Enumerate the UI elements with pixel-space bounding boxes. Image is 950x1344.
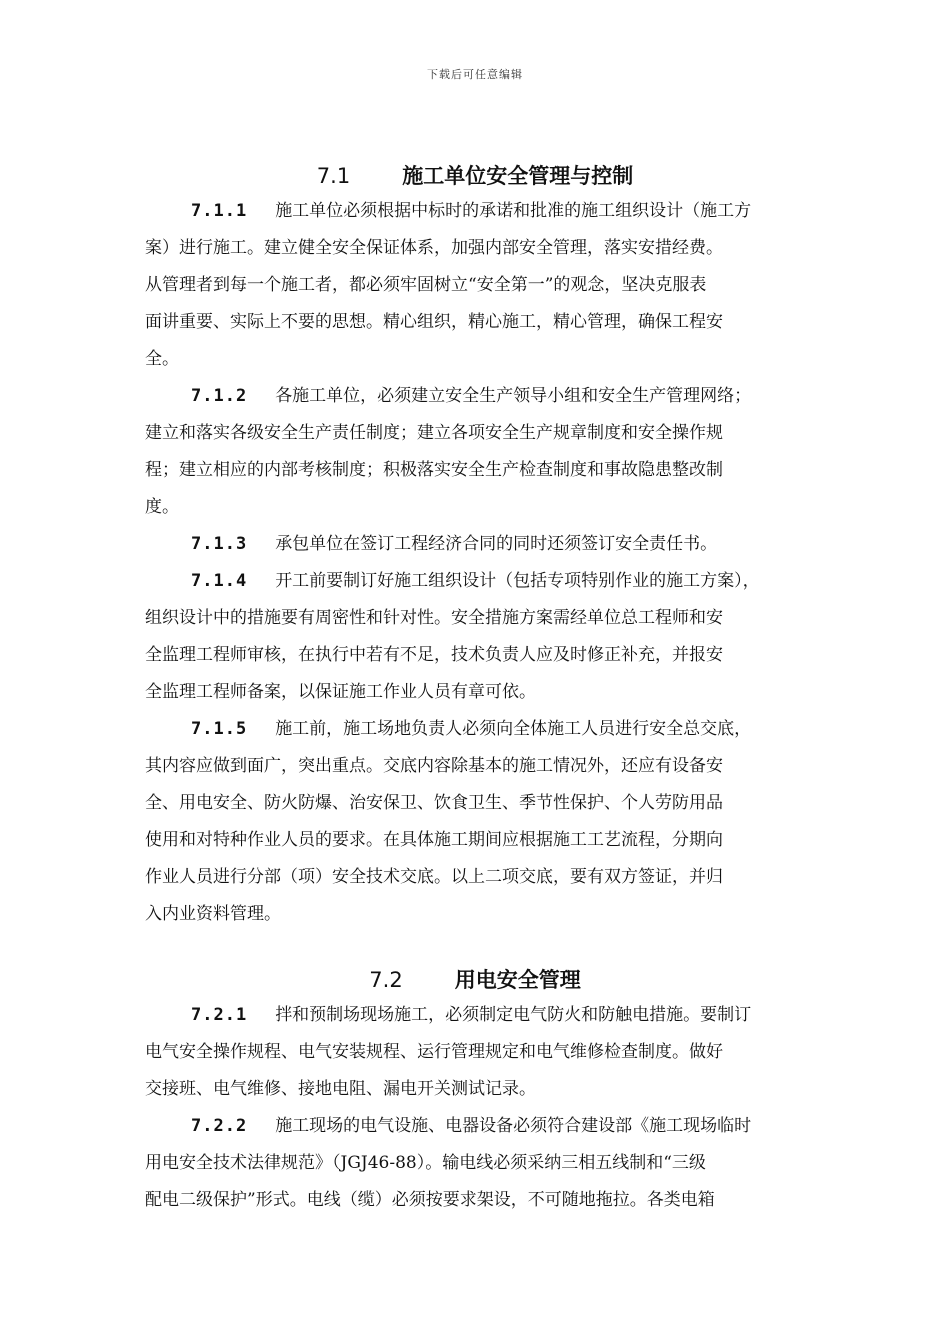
clause-text-line: 案）进行施工。建立健全安全保证体系，加强内部安全管理，落实安措经费。	[145, 238, 723, 258]
clause-text-line: 承包单位在签订工程经济合同的同时还须签订安全责任书。	[275, 534, 718, 554]
clause-paragraph	[145, 1108, 815, 1219]
clause-number: 7.1.5	[191, 719, 248, 739]
page-header-note: 下载后可任意编辑	[427, 68, 523, 81]
clause-text-line: 拌和预制场现场施工，必须制定电气防火和防触电措施。要制订	[275, 1005, 752, 1025]
clause-text-line: 作业人员进行分部（项）安全技术交底。以上二项交底，要有双方签证，并归	[145, 867, 723, 887]
clause-paragraph	[145, 526, 815, 563]
clause-text-line: 配电二级保护”形式。电线（缆）必须按要求架设，不可随地拖拉。各类电箱	[145, 1190, 715, 1210]
clause-number: 7.2.2	[191, 1116, 248, 1136]
section-title: 施工单位安全管理与控制	[402, 164, 634, 188]
clause-paragraph	[145, 563, 815, 711]
clause-paragraph	[145, 997, 815, 1108]
clause-text-line: 全监理工程师审核，在执行中若有不足，技术负责人应及时修正补充，并报安	[145, 645, 723, 665]
clause-number: 7.2.1	[191, 1005, 248, 1025]
clause-text-line: 入内业资料管理。	[145, 904, 281, 924]
clause-text-line: 组织设计中的措施要有周密性和针对性。安全措施方案需经单位总工程师和安	[145, 608, 723, 628]
clause-text-line: 施工单位必须根据中标时的承诺和批准的施工组织设计（施工方	[275, 201, 752, 221]
clause-text-line: 建立和落实各级安全生产责任制度；建立各项安全生产规章制度和安全操作规	[145, 423, 723, 443]
clause-number: 7.1.1	[191, 201, 248, 221]
section-number: 7.2	[369, 968, 403, 992]
clause-text-line: 面讲重要、实际上不要的思想。精心组织，精心施工，精心管理，确保工程安	[145, 312, 723, 332]
clause-text-line: 施工前，施工场地负责人必须向全体施工人员进行安全总交底，	[275, 719, 752, 739]
section-heading	[0, 964, 950, 994]
clause-text-line: 开工前要制订好施工组织设计（包括专项特别作业的施工方案），	[275, 571, 760, 591]
section-number: 7.1	[316, 164, 351, 188]
clause-text-line: 度。	[145, 497, 179, 517]
clause-number: 7.1.4	[191, 571, 248, 591]
clause-text-line: 用电安全技术法律规范》（JGJ46-88）。输电线必须采纳三相五线制和“三级	[145, 1153, 706, 1173]
section-heading	[0, 160, 950, 190]
clause-text-line: 程；建立相应的内部考核制度；积极落实安全生产检查制度和事故隐患整改制	[145, 460, 723, 480]
clause-text-line: 从管理者到每一个施工者，都必须牢固树立“安全第一”的观念，坚决克服表	[145, 275, 707, 295]
clause-paragraph	[145, 711, 815, 933]
clause-text-line: 电气安全操作规程、电气安装规程、运行管理规定和电气维修检查制度。做好	[145, 1042, 723, 1062]
clause-text-line: 全、用电安全、防火防爆、治安保卫、饮食卫生、季节性保护、个人劳防用品	[145, 793, 723, 813]
clause-text-line: 全监理工程师备案，以保证施工作业人员有章可依。	[145, 682, 536, 702]
clause-text-line: 其内容应做到面广，突出重点。交底内容除基本的施工情况外，还应有设备安	[145, 756, 723, 776]
section-title: 用电安全管理	[454, 968, 581, 992]
clause-number: 7.1.2	[191, 386, 248, 406]
clause-text-line: 全。	[145, 349, 179, 369]
clause-paragraph	[145, 378, 815, 526]
clause-text-line: 各施工单位，必须建立安全生产领导小组和安全生产管理网络；	[275, 386, 752, 406]
clause-paragraph	[145, 193, 815, 378]
clause-text-line: 施工现场的电气设施、电器设备必须符合建设部《施工现场临时	[275, 1116, 752, 1136]
clause-text-line: 交接班、电气维修、接地电阻、漏电开关测试记录。	[145, 1079, 536, 1099]
clause-text-line: 使用和对特种作业人员的要求。在具体施工期间应根据施工工艺流程，分期向	[145, 830, 723, 850]
clause-number: 7.1.3	[191, 534, 248, 554]
